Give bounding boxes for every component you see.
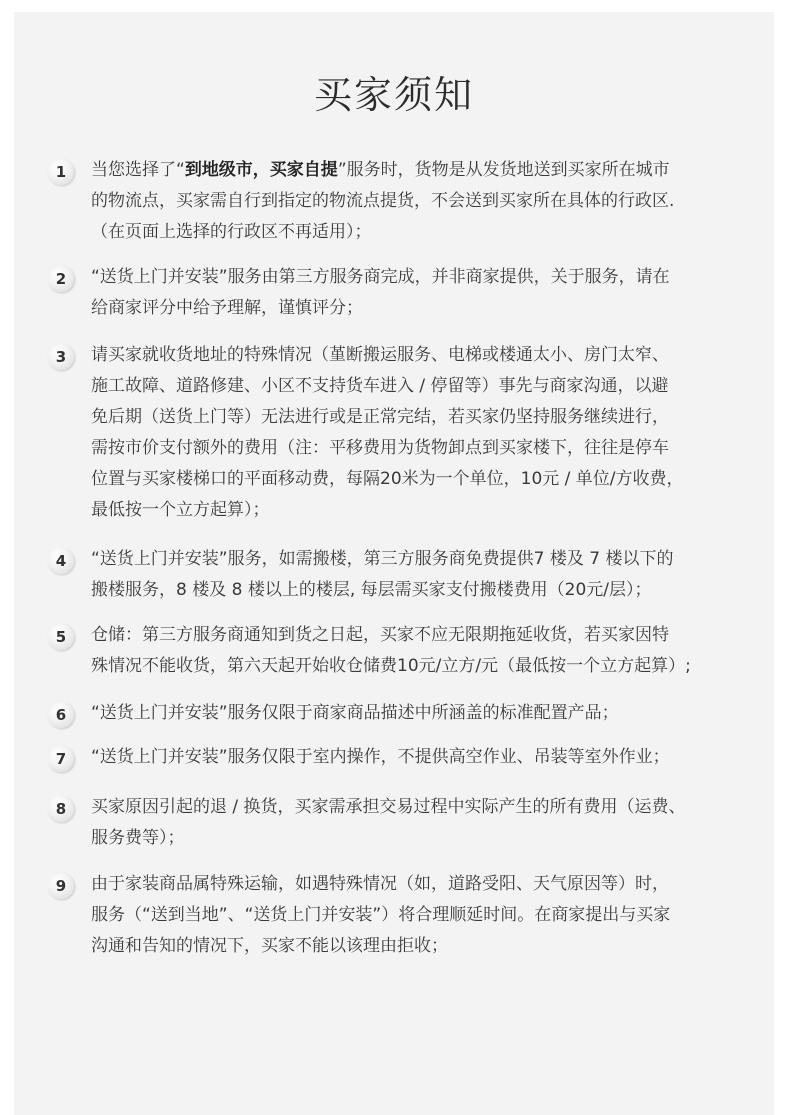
- item-number-badge: 9: [48, 873, 74, 899]
- item-line: “送货上门并安装”服务仅限于商家商品描述中所涵盖的标准配置产品；: [91, 703, 619, 723]
- item-line: 请买家就收货地址的特殊情况（堇断搬运服务、电梯或楼通太小、房门太窄、: [91, 345, 669, 365]
- item-line: 沟通和告知的情况下，买家不能以该理由拒收；: [91, 936, 448, 956]
- item-line: 施工故障、道路修建、小区不支持货车进入 / 停留等）事先与商家沟通，以避: [91, 376, 669, 396]
- item-number-badge: 7: [48, 746, 74, 772]
- item-line: 由于家装商品属特殊运输，如遇特殊情况（如，道路受阳、天气原因等）时，: [91, 874, 669, 894]
- item-line: 需按市价支付额外的费用（注：平移费用为货物卸点到买家楼下，往往是停车: [91, 438, 669, 458]
- item-line: 免后期（送货上门等）无法进行或是正常完结，若买家仍坚持服务继续进行，: [91, 407, 669, 427]
- item-text: [91, 262, 771, 324]
- item-number-badge: 6: [48, 702, 74, 728]
- item-text: [91, 155, 771, 248]
- item-number-badge: 1: [48, 159, 74, 185]
- highlight-text: 到地级市，买家自提: [184, 160, 338, 180]
- item-number-badge: 3: [48, 344, 74, 370]
- item-line: 位置与买家楼梯口的平面移动费，每隔20米为一个单位，10元 / 单位/方收费，: [91, 469, 684, 489]
- item-line: 殊情况不能收货，第六天起开始收仓储费10元/立方/元（最低按一个立方起算）;: [91, 656, 691, 676]
- item-text: [91, 620, 771, 682]
- item-text: [91, 742, 771, 773]
- item-line: “送货上门并安装”服务仅限于室内操作，不提供高空作业、吊装等室外作业；: [91, 747, 670, 767]
- item-text: [91, 792, 771, 854]
- item-line: 给商家评分中给予理解，谨慎评分；: [91, 298, 363, 318]
- item-line: 搬楼服务，8 楼及 8 楼以上的楼层, 每层需买家支付搬楼费用（20元/层）；: [91, 580, 652, 600]
- item-line: 服务（“送到当地”、“送货上门并安装”）将合理顺延时间。在商家提出与买家: [91, 905, 671, 925]
- item-line: “送货上门并安装”服务，如需搬楼，第三方服务商免费提供7 楼及 7 楼以下的: [91, 549, 674, 569]
- item-line: “送货上门并安装”服务由第三方服务商完成，并非商家提供，关于服务，请在: [91, 267, 670, 287]
- item-number-badge: 4: [48, 548, 74, 574]
- item-line: 仓储：第三方服务商通知到货之日起，买家不应无限期拖延收货，若买家因特: [91, 625, 669, 645]
- item-line: 买家原因引起的退 / 换货，买家需承担交易过程中实际产生的所有费用（运费、: [91, 797, 686, 817]
- notice-card: [14, 12, 774, 1115]
- item-line: 的物流点，买家需自行到指定的物流点提货，不会送到买家所在具体的行政区.: [91, 191, 675, 211]
- item-text: [91, 698, 771, 729]
- item-line: （在页面上选择的行政区不再适用）；: [91, 222, 372, 242]
- item-text: [91, 340, 771, 526]
- item-line: 当您选择了“到地级市，买家自提”服务时，货物是从发货地送到买家所在城市: [91, 160, 670, 180]
- item-number-badge: 5: [48, 624, 74, 650]
- item-number-badge: 8: [48, 796, 74, 822]
- item-line: 最低按一个立方起算）；: [91, 500, 270, 520]
- page-title: 买家须知: [313, 73, 474, 117]
- item-text: [91, 544, 771, 606]
- item-number-badge: 2: [48, 266, 74, 292]
- item-text: [91, 869, 771, 962]
- item-line: 服务费等）；: [91, 828, 185, 848]
